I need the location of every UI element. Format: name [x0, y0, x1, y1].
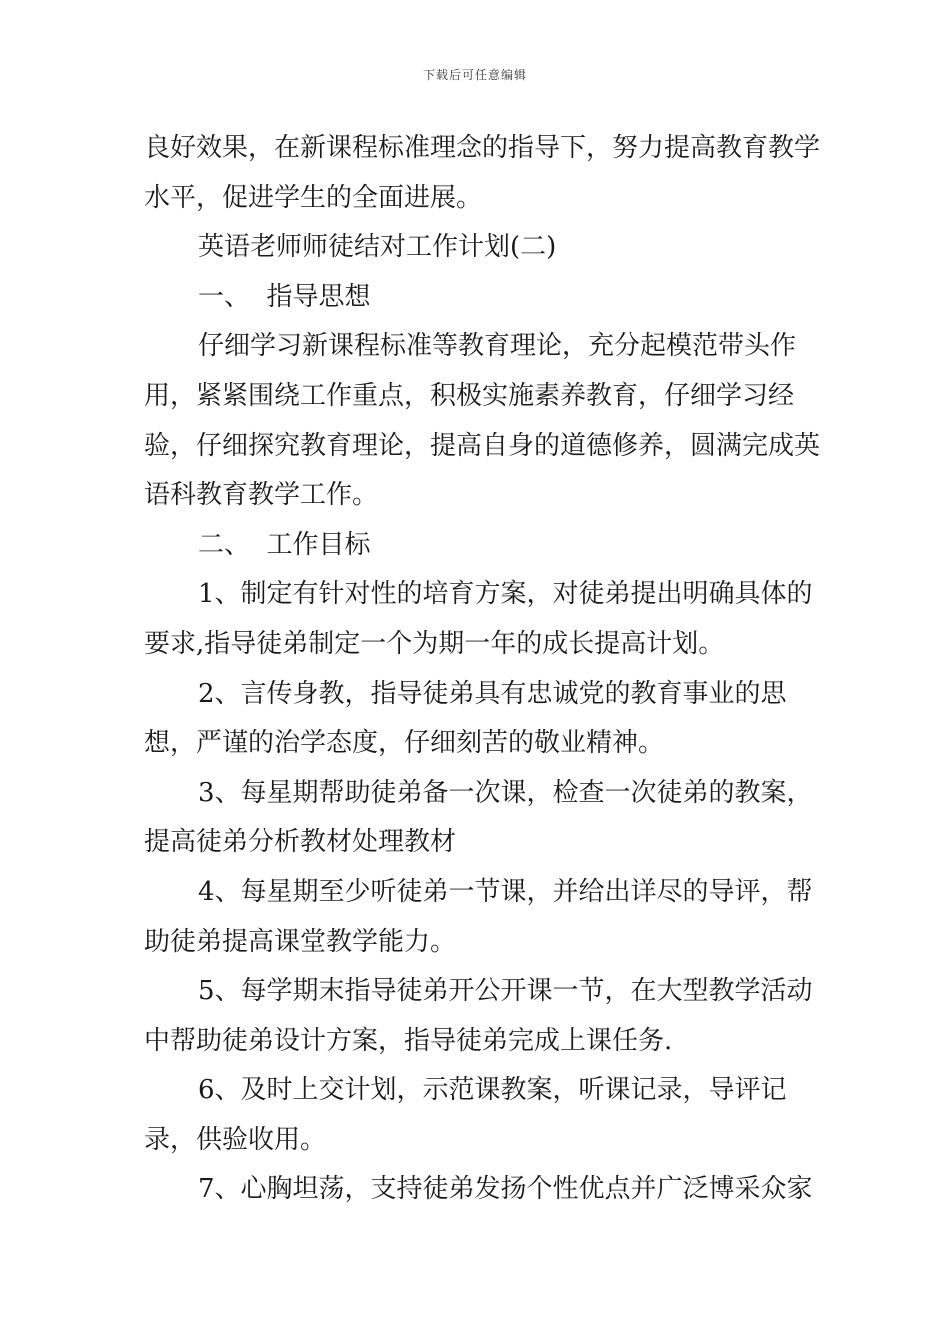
list-item-goal-6: 6、及时上交计划，示范课教案，听课记录，导评记录，供验收用。	[144, 1075, 787, 1155]
paragraph-continuation: 良好效果，在新课程标准理念的指导下，努力提高教育教学水平，促进学生的全面进展。	[144, 133, 821, 213]
list-item-goal-7: 7、心胸坦荡，支持徒弟发扬个性优点并广泛博采众家	[198, 1174, 813, 1205]
document-body	[144, 124, 820, 1215]
section-heading-work-goals: 二、 工作目标	[198, 529, 371, 560]
section-heading-guiding-thought: 一、 指导思想	[198, 281, 371, 312]
page-header: 下载后可任意编辑	[422, 68, 527, 82]
list-item-goal-3: 3、每星期帮助徒弟备一次课，检查一次徒弟的教案，提高徒弟分析教材处理教材	[144, 777, 813, 858]
list-item-goal-1: 1、制定有针对性的培育方案，对徒弟提出明确具体的要求,指导徒弟制定一个为期一年的成长提高计划。	[144, 579, 813, 659]
list-item-goal-4: 4、每星期至少听徒弟一节课，并给出详尽的导评，帮助徒弟提高课堂教学能力。	[144, 876, 813, 957]
document-title: 英语老师师徒结对工作计划(二)	[198, 232, 557, 263]
list-item-goal-5: 5、每学期末指导徒弟开公开课一节，在大型教学活动中帮助徒弟设计方案，指导徒弟完成上课任务.	[144, 976, 813, 1056]
list-item-goal-2: 2、言传身教，指导徒弟具有忠诚党的教育事业的思想，严谨的治学态度，仔细刻苦的敬业精神。	[144, 678, 787, 759]
paragraph-guiding-thought: 仔细学习新课程标准等教育理论，充分起模范带头作用，紧紧围绕工作重点，积极实施素养教育，仔细学习经验，仔细探究教育理论，提高自身的道德修养，圆满完成英语科教育教学工作。	[144, 331, 821, 511]
